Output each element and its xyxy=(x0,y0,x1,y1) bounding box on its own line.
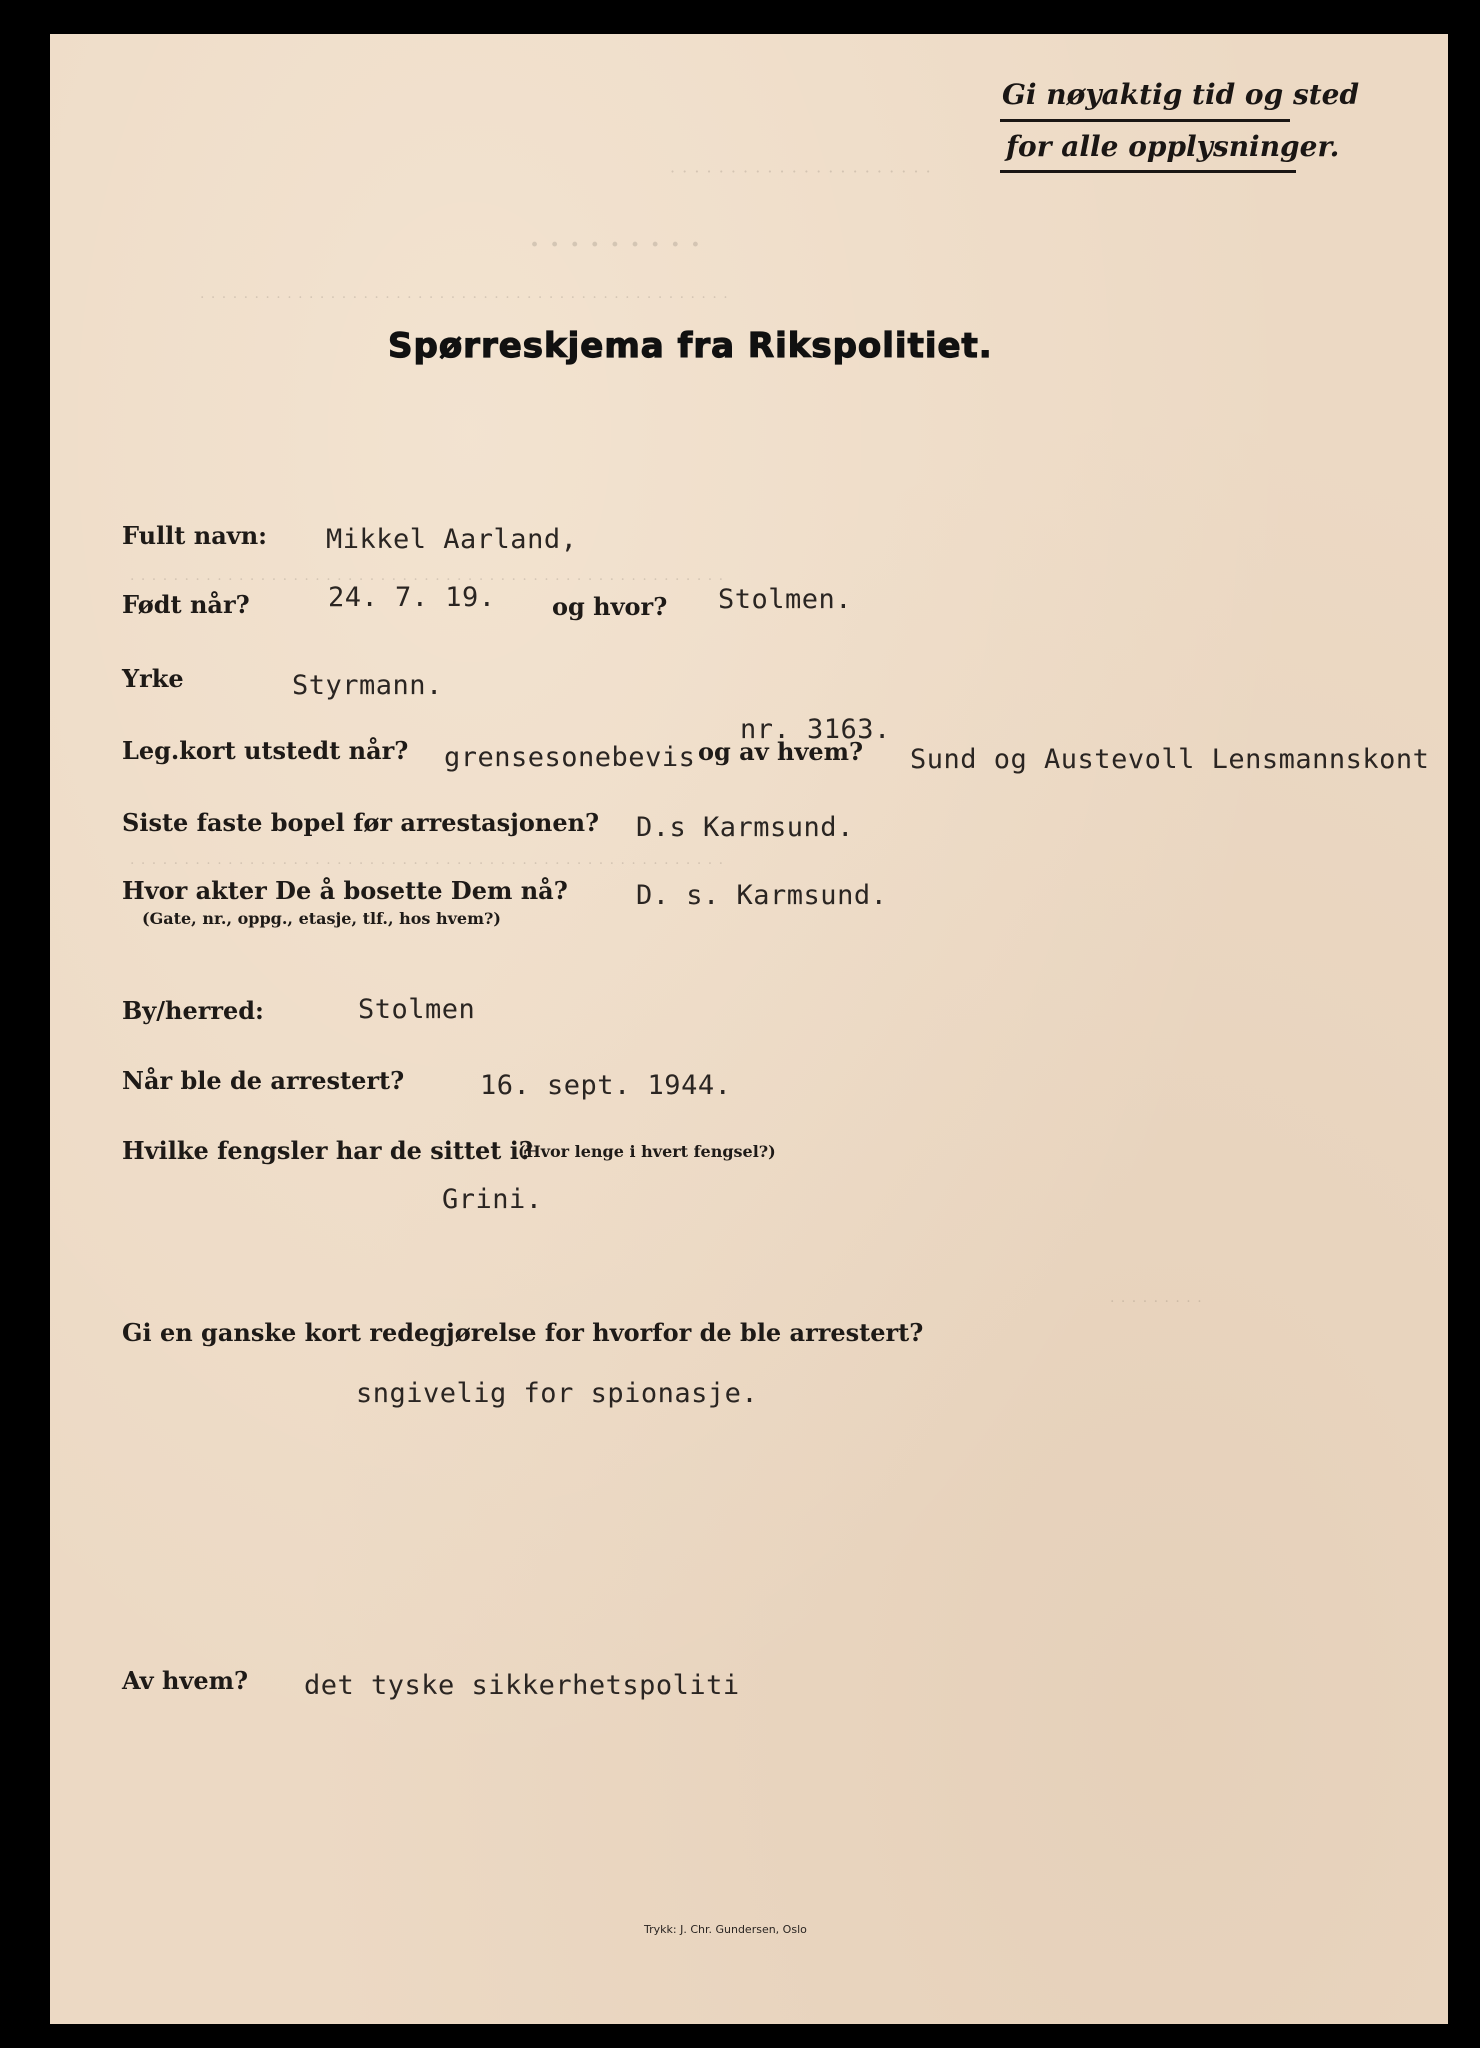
future-residence-label: Hvor akter De å bosette Dem nå? xyxy=(122,876,568,905)
header-note-underline1 xyxy=(1000,119,1290,122)
born-when-label: Født når? xyxy=(122,590,250,619)
future-residence-sublabel: (Gate, nr., oppg., etasje, tlf., hos hvem?) xyxy=(142,909,501,928)
future-residence-value: D. s. Karmsund. xyxy=(636,880,888,911)
printer-imprint: Trykk: J. Chr. Gundersen, Oslo xyxy=(644,1923,807,1936)
show-through-text: · · · · · · · · · · · · · · · · · · · · · · · · · · · · · · · · · · · · · · · · · · · · · · · · · xyxy=(200,290,729,306)
arrested-by-value: det tyske sikkerhetspoliti xyxy=(304,1670,740,1701)
show-through-text: · · · · · · · · · xyxy=(530,230,701,260)
reason-value: sngivelig for spionasje. xyxy=(356,1378,759,1409)
born-where-value: Stolmen. xyxy=(718,584,853,615)
last-residence-label: Siste faste bopel før arrestasjonen? xyxy=(122,808,600,837)
born-when-value: 24. 7. 19. xyxy=(328,582,496,613)
occupation-label: Yrke xyxy=(122,664,184,693)
prisons-sublabel: (Hvor lenge i hvert fengsel?) xyxy=(518,1142,776,1161)
show-through-text: · · · · · · · · · · · · · · · · · · · · · · xyxy=(670,162,932,181)
id-card-number: nr. 3163. xyxy=(740,714,891,745)
id-card-by-label: og av hvem? xyxy=(698,737,864,766)
municipality-value: Stolmen xyxy=(358,994,476,1025)
municipality-label: By/herred: xyxy=(122,996,264,1025)
prisons-label: Hvilke fengsler har de sittet i? xyxy=(122,1136,533,1165)
header-note-underline2 xyxy=(1000,170,1296,173)
show-through-text: · · · · · · · · · · · · · · · · · · · · · · · · · · · · · · · · · · · · · · · · · · · · · · · · · · · · · · · xyxy=(130,572,725,588)
full-name-label: Fullt navn: xyxy=(122,521,267,550)
arrested-by-label: Av hvem? xyxy=(122,1666,249,1695)
prisons-value: Grini. xyxy=(442,1184,543,1215)
arrested-when-label: Når ble de arrestert? xyxy=(122,1066,405,1095)
full-name-value: Mikkel Aarland, xyxy=(326,524,578,555)
id-card-when-label: Leg.kort utstedt når? xyxy=(122,736,409,765)
id-card-by-value: Sund og Austevoll Lensmannskont xyxy=(910,744,1430,775)
header-note-line2: for alle opplysninger. xyxy=(1006,130,1340,163)
header-note-line1: Gi nøyaktig tid og sted xyxy=(1002,78,1360,111)
last-residence-value: D.s Karmsund. xyxy=(636,812,854,843)
page-title: Spørreskjema fra Rikspolitiet. xyxy=(388,326,993,366)
document-sheet xyxy=(50,34,1448,2024)
show-through-text: · · · · · · · · · xyxy=(1110,1294,1203,1310)
arrested-when-value: 16. sept. 1944. xyxy=(480,1070,732,1101)
id-card-when-value: grensesonebevis xyxy=(444,742,696,773)
occupation-value: Styrmann. xyxy=(292,670,443,701)
born-where-label: og hvor? xyxy=(552,592,668,621)
reason-label: Gi en ganske kort redegjørelse for hvorfor de ble arrestert? xyxy=(122,1318,924,1347)
show-through-text: · · · · · · · · · · · · · · · · · · · · · · · · · · · · · · · · · · · · · · · · · · · · · · · · · · · · · · · xyxy=(130,856,725,872)
